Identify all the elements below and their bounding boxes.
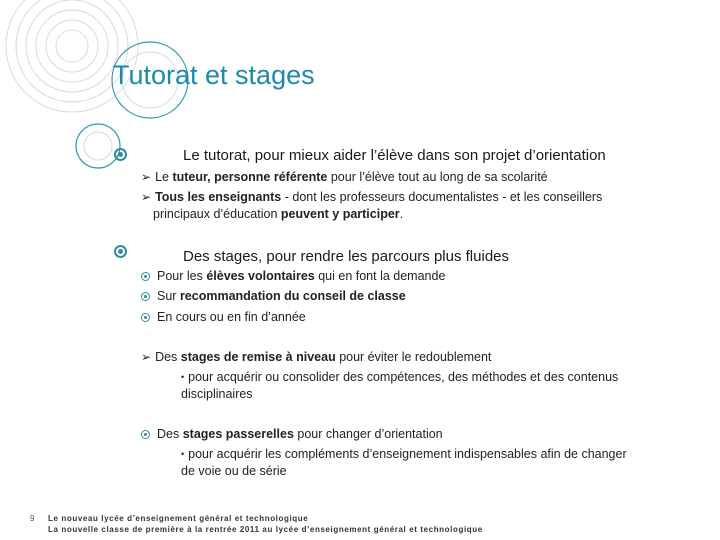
item-text: qui en font la demande: [314, 269, 446, 283]
sub-item-passerelles-1: [181, 447, 627, 461]
item-bold: stages de remise à niveau: [180, 350, 336, 364]
list-item-tuteur: [141, 170, 548, 184]
item-bold: tuteur, personne référente: [172, 170, 328, 184]
item-text: Des: [157, 427, 183, 441]
item-text: Le: [155, 170, 173, 184]
item-text: pour acquérir ou consolider des compétences, des méthodes et des contenus: [188, 370, 619, 384]
page-title: Tutorat et stages: [113, 60, 315, 90]
arrow-icon: ➢: [141, 350, 152, 364]
dot-icon: •: [181, 449, 185, 459]
item-text: pour changer d’orientation: [293, 427, 443, 441]
item-text: pour acquérir les compléments d’enseignement indispensables afin de changer: [188, 447, 627, 461]
bullet-icon: [141, 272, 150, 281]
bullet-icon: [141, 313, 150, 322]
item-bold: recommandation du conseil de classe: [179, 289, 406, 303]
sub-item-remise-1: [181, 370, 618, 384]
list-item-en-cours: [141, 310, 306, 324]
item-text: En cours ou en fin d’année: [157, 310, 306, 324]
bullet-icon: [141, 430, 150, 439]
sub-item-passerelles-2: de voie ou de série: [181, 464, 287, 478]
item-bold: peuvent y participer: [280, 207, 400, 221]
list-item-enseignants-cont: [153, 207, 403, 221]
footer-line-1: Le nouveau lycée d’enseignement général et technologique: [48, 514, 309, 523]
section-heading-tutorat: Le tutorat, pour mieux aider l’élève dans son projet d’orientation: [183, 147, 606, 164]
list-item-passerelles: [141, 427, 443, 441]
section-bullet-icon: [114, 245, 127, 258]
item-text: principaux d’éducation: [153, 207, 281, 221]
item-bold: élèves volontaires: [206, 269, 315, 283]
item-text: Sur: [157, 289, 180, 303]
item-text: pour l’élève tout au long de sa scolarité: [327, 170, 548, 184]
dot-icon: •: [181, 372, 185, 382]
bullet-icon: [141, 292, 150, 301]
section-heading-stages: Des stages, pour rendre les parcours plus fluides: [183, 248, 510, 265]
arrow-icon: ➢: [141, 190, 152, 204]
arrow-icon: ➢: [141, 170, 152, 184]
item-bold: stages passerelles: [182, 427, 294, 441]
item-text: .: [399, 207, 404, 221]
item-text: - dont les professeurs documentalistes - et les conseillers: [281, 190, 603, 204]
list-item-recommandation: [141, 289, 406, 303]
item-text: pour éviter le redoublement: [335, 350, 492, 364]
list-item-remise-niveau: [141, 350, 491, 364]
item-bold: Tous les enseignants: [155, 190, 282, 204]
item-text: Pour les: [157, 269, 207, 283]
sub-item-remise-2: disciplinaires: [181, 387, 253, 401]
list-item-enseignants: [141, 190, 602, 204]
item-text: Des: [155, 350, 181, 364]
list-item-volontaires: [141, 269, 445, 283]
section-bullet-icon: [114, 148, 127, 161]
footer-line-2: La nouvelle classe de première à la rentrée 2011 au lycée d’enseignement général et technologique: [48, 525, 483, 534]
page-number: 9: [30, 514, 35, 523]
